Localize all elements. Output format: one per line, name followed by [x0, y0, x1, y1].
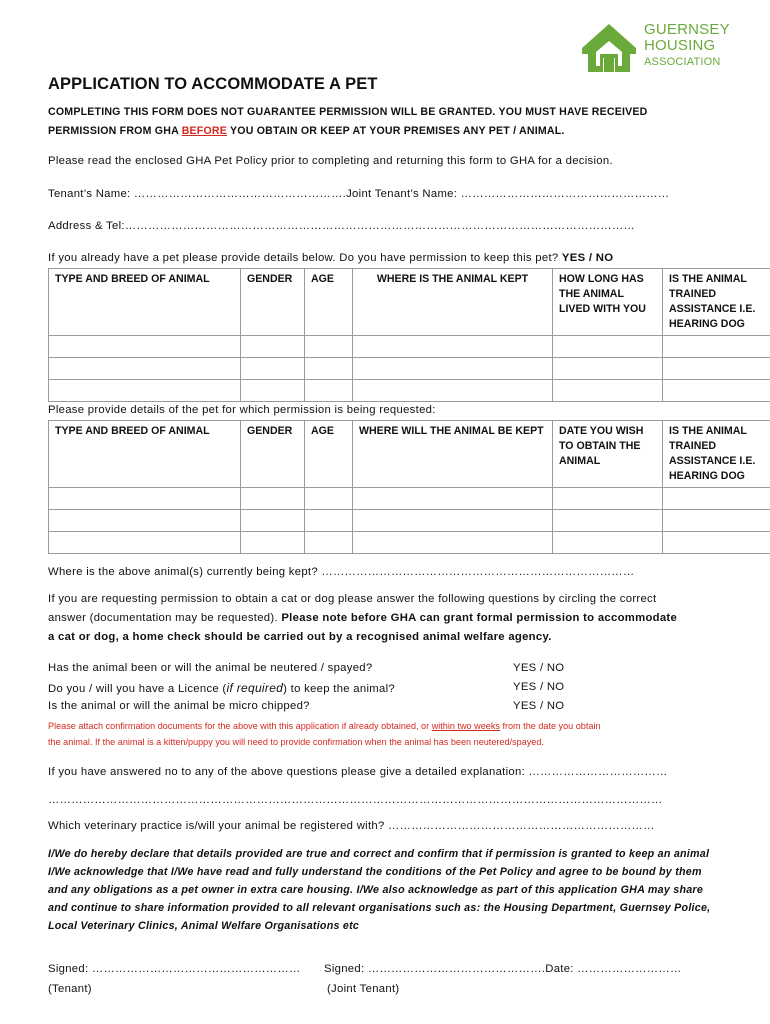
table-row — [49, 358, 770, 380]
existing-pet-question-text: If you already have a pet please provide details below. Do you have permission to keep this pet? — [48, 252, 559, 264]
question-licence — [48, 681, 395, 695]
table-cell[interactable] — [305, 336, 353, 358]
table-row — [49, 380, 770, 402]
table-cell[interactable] — [353, 488, 553, 510]
table-cell[interactable] — [663, 336, 770, 358]
tenant-signature-field[interactable]: Signed: ……………………………………………… — [48, 963, 301, 975]
table-cell[interactable] — [49, 510, 241, 532]
col-header: AGE — [305, 421, 353, 488]
table-cell[interactable] — [305, 488, 353, 510]
table-cell[interactable] — [241, 510, 305, 532]
answer-microchip[interactable]: YES / NO — [513, 700, 565, 712]
table-cell[interactable] — [553, 336, 663, 358]
table-cell[interactable] — [553, 532, 663, 554]
table-cell[interactable] — [353, 532, 553, 554]
existing-pet-table — [48, 268, 770, 402]
warning-line-2 — [48, 125, 565, 137]
col-header: WHERE IS THE ANIMAL KEPT — [353, 269, 553, 336]
table-header-row — [49, 269, 770, 336]
table-cell[interactable] — [49, 532, 241, 554]
explanation-continuation[interactable]: …………………………………………………………………………………………………………………………………………… — [48, 794, 663, 806]
warning-part: YOU OBTAIN OR KEEP AT YOUR PREMISES ANY PET / ANIMAL. — [227, 125, 565, 137]
table-row — [49, 336, 770, 358]
question-licence-text: ) to keep the animal? — [283, 683, 395, 695]
notice-underlined: within two weeks — [431, 721, 500, 731]
notice-text: Please attach confirmation documents for the above with this application if already obtained, or — [48, 721, 432, 731]
col-header: HOW LONG HAS THE ANIMAL LIVED WITH YOU — [553, 269, 663, 336]
table-cell[interactable] — [305, 358, 353, 380]
table-cell[interactable] — [305, 380, 353, 402]
col-header: DATE YOU WISH TO OBTAIN THE ANIMAL — [553, 421, 663, 488]
table2-intro: Please provide details of the pet for which permission is being requested: — [48, 404, 436, 416]
intro-text: Please read the enclosed GHA Pet Policy prior to completing and returning this form to GHA for a decision. — [48, 155, 613, 167]
table-cell[interactable] — [241, 532, 305, 554]
table-cell[interactable] — [49, 380, 241, 402]
notice-line-1 — [48, 721, 601, 731]
table-cell[interactable] — [553, 488, 663, 510]
answer-licence[interactable]: YES / NO — [513, 681, 565, 693]
address-field[interactable]: Address & Tel:…………………………………………………………………………………………………………………… — [48, 220, 636, 232]
requested-pet-table — [48, 420, 770, 554]
table-cell[interactable] — [553, 380, 663, 402]
table-cell[interactable] — [553, 358, 663, 380]
explanation-field[interactable]: If you have answered no to any of the above questions please give a detailed explanation: ……………………………… — [48, 766, 668, 778]
table-cell[interactable] — [353, 336, 553, 358]
vet-practice-field[interactable]: Which veterinary practice is/will your animal be registered with? …………………………………………………………… — [48, 820, 655, 832]
table-row — [49, 532, 770, 554]
declaration: I/We do hereby declare that details provided are true and correct and confirm that if permission is granted to keep an animal I/We acknowledge that I/We have read and fully understand the conditions of the Pet Policy and agree to be bound by them and any obligations as a pet owner in extra care housing. I/We also acknowledge as part of this application GHA may share and continue to share information provided to all relevant organisations such as: the Housing Department, Guernsey Police, Local Veterinary Clinics, Animal Welfare Organisations etc — [48, 848, 711, 932]
catdog-line-1: If you are requesting permission to obtain a cat or dog please answer the following questions by circling the correct — [48, 593, 657, 605]
question-licence-text: Do you / will you have a Licence ( — [48, 683, 227, 695]
table-cell[interactable] — [663, 532, 770, 554]
house-logo-icon — [578, 14, 640, 76]
col-header: TYPE AND BREED OF ANIMAL — [49, 421, 241, 488]
warning-line-1: COMPLETING THIS FORM DOES NOT GUARANTEE PERMISSION WILL BE GRANTED. YOU MUST HAVE RECEIVED — [48, 106, 648, 118]
existing-pet-question — [48, 252, 613, 264]
table-cell[interactable] — [49, 358, 241, 380]
col-header: GENDER — [241, 269, 305, 336]
catdog-line-2-bold: Please note before GHA can grant formal permission to accommodate — [281, 612, 678, 624]
catdog-line-2 — [48, 612, 677, 624]
table-cell[interactable] — [305, 510, 353, 532]
notice-text: from the date you obtain — [499, 721, 601, 731]
table-cell[interactable] — [241, 336, 305, 358]
logo-line-2: HOUSING — [644, 37, 716, 54]
col-header: AGE — [305, 269, 353, 336]
catdog-line-2-text: answer (documentation may be requested). — [48, 612, 282, 624]
question-licence-italic: if required — [226, 681, 284, 695]
col-header: IS THE ANIMAL TRAINED ASSISTANCE I.E. HEARING DOG — [663, 269, 770, 336]
logo-line-3: ASSOCIATION — [644, 56, 721, 68]
table-cell[interactable] — [241, 358, 305, 380]
question-microchip: Is the animal or will the animal be micro chipped? — [48, 700, 310, 712]
notice-line-2: the animal. If the animal is a kitten/puppy you will need to provide confirmation when the animal has been neutered/spayed. — [48, 737, 544, 747]
current-location-field[interactable]: Where is the above animal(s) currently being kept? ……………………………………………………………………… — [48, 566, 635, 578]
tenant-name-field[interactable]: Tenant’s Name: ……………………………………………….Joint Tenant’s Name: ……………………………………………… — [48, 188, 670, 200]
table-cell[interactable] — [305, 532, 353, 554]
col-header: GENDER — [241, 421, 305, 488]
col-header: WHERE WILL THE ANIMAL BE KEPT — [353, 421, 553, 488]
table-cell[interactable] — [553, 510, 663, 532]
gha-logo — [578, 14, 758, 76]
tenant-label: (Tenant) — [48, 983, 92, 995]
table-cell[interactable] — [353, 358, 553, 380]
answer-neutered[interactable]: YES / NO — [513, 662, 565, 674]
existing-pet-yes-no[interactable]: YES / NO — [561, 252, 614, 264]
table-row — [49, 510, 770, 532]
joint-tenant-signature-field[interactable]: Signed: ……………………………………….Date: ……………………… — [324, 963, 682, 975]
table-cell[interactable] — [49, 336, 241, 358]
logo-line-1: GUERNSEY — [644, 21, 730, 38]
page-title: APPLICATION TO ACCOMMODATE A PET — [48, 75, 378, 93]
table-row — [49, 488, 770, 510]
catdog-line-3: a cat or dog, a home check should be carried out by a recognised animal welfare agency. — [48, 631, 552, 643]
joint-tenant-label: (Joint Tenant) — [327, 983, 400, 995]
table-cell[interactable] — [663, 510, 770, 532]
before-emphasis: BEFORE — [181, 125, 228, 137]
col-header: TYPE AND BREED OF ANIMAL — [49, 269, 241, 336]
table-cell[interactable] — [353, 380, 553, 402]
warning-part: PERMISSION FROM GHA — [48, 125, 182, 137]
table-cell[interactable] — [49, 488, 241, 510]
col-header: IS THE ANIMAL TRAINED ASSISTANCE I.E. HEARING DOG — [663, 421, 770, 488]
table-cell[interactable] — [663, 488, 770, 510]
table-cell[interactable] — [353, 510, 553, 532]
table-cell[interactable] — [663, 358, 770, 380]
table-header-row — [49, 421, 770, 488]
table-cell[interactable] — [241, 380, 305, 402]
question-neutered: Has the animal been or will the animal be neutered / spayed? — [48, 662, 373, 674]
table-cell[interactable] — [241, 488, 305, 510]
table-cell[interactable] — [663, 380, 770, 402]
